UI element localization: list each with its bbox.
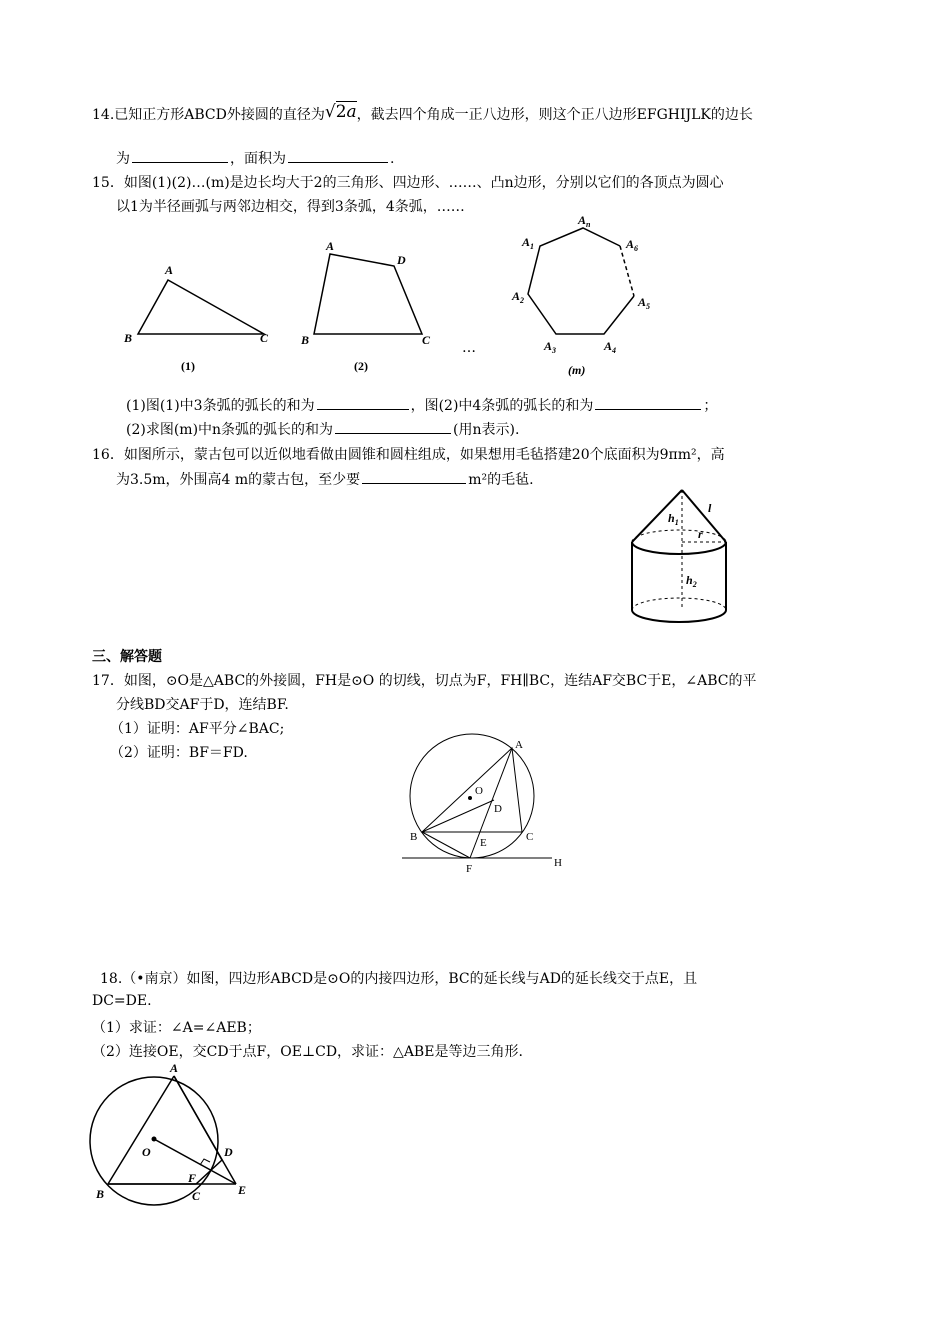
section-heading: 三、解答题 [92, 649, 162, 665]
q15-line1: 15．如图(1)(2)…(m)是边长均大于2的三角形、四边形、……、凸n边形，分别以它们的各顶点为圆心 [92, 175, 724, 191]
right-angle-mark [200, 1159, 210, 1165]
q16-line2 [116, 469, 534, 489]
q15-line2: 以1为半径画弧与两邻边相交，得到3条弧，4条弧，…… [116, 199, 465, 215]
heptagon-solid-edges [528, 228, 634, 334]
segment-bd [422, 800, 494, 832]
q14-area-blank[interactable] [288, 148, 388, 163]
q17-line1: 17．如图，⊙O是△ABC的外接圆，FH是⊙O 的切线，切点为F，FH∥BC，连结AF交BC于E，∠ABC的平 [92, 673, 757, 689]
q15-fig2-blank[interactable] [595, 395, 701, 410]
fig18-label-f: F [188, 1171, 197, 1185]
fig1-label-b: B [124, 331, 133, 345]
q15-figm-blank[interactable] [335, 419, 451, 434]
q14-line2-c: . [390, 151, 395, 167]
figm-label-a3: $A_3$ [544, 339, 557, 355]
q16-line1: 16．如图所示，蒙古包可以近似地看做由圆锥和圆柱组成，如果想用毛毡搭建20个底面积为9πm²，高 [92, 447, 725, 463]
q15-sub1-a: (1)图(1)中3条弧的弧长的和为 [126, 398, 315, 414]
fig2-label-a: A [326, 239, 335, 253]
q16-answer-blank[interactable] [362, 469, 466, 484]
segment-bf [422, 832, 470, 858]
fig17-label-f: F [466, 863, 473, 875]
q15-sub1 [126, 395, 717, 415]
q16-yurt-figure [624, 486, 744, 636]
q14-line2-a: 为 [116, 151, 130, 167]
q14-side-blank[interactable] [132, 148, 228, 163]
q18-part1: （1）求证：∠A=∠AEB； [92, 1020, 261, 1036]
heptagon-dashed-edge [620, 246, 634, 296]
q14-line1 [92, 104, 753, 124]
fig18-label-a: A [170, 1061, 179, 1075]
q18-line1: 18.（•南京）如图，四边形ABCD是⊙O的内接四边形，BC的延长线与AD的延长线交于点E，且 [100, 971, 698, 987]
fig17-label-c: C [526, 831, 534, 843]
figm-label-a1: $A_1$ [522, 235, 535, 251]
label-r: r [698, 527, 703, 541]
quadrilateral-abcd [314, 254, 422, 334]
q16-line2-b: m²的毛毡. [468, 472, 534, 488]
fig17-label-e: E [480, 837, 487, 849]
fig1-caption: (1) [181, 359, 195, 373]
segment-af [470, 748, 512, 858]
q15-dots: … [462, 340, 476, 356]
figm-label-an: $A_n$ [578, 213, 591, 229]
fig1-label-a: A [165, 263, 174, 277]
fig17-label-a: A [515, 739, 523, 751]
q14-text-a: 14.已知正方形ABCD外接圆的直径为 [92, 107, 325, 123]
label-l: l [708, 501, 712, 515]
q18-part2: （2）连接OE，交CD于点F，OE⊥CD，求证：△ABE是等边三角形. [92, 1044, 523, 1060]
fig18-label-e: E [238, 1183, 247, 1197]
q14-line2-b: ，面积为 [230, 151, 286, 167]
q15-sub1-b: ，图(2)中4条弧的弧长的和为 [410, 398, 594, 414]
label-h1: $h_1$ [668, 511, 679, 527]
fig18-label-c: C [192, 1189, 201, 1203]
q18-line2: DC=DE. [92, 993, 152, 1009]
q15-figure-1 [118, 262, 278, 382]
center-o-dot [152, 1137, 157, 1142]
q14-text-b: ，截去四个角成一正八边形，则这个正八边形EFGHIJLK的边长 [356, 107, 753, 123]
q15-fig1-blank[interactable] [317, 395, 409, 410]
figm-label-a6: $A_6$ [626, 237, 639, 253]
fig18-label-d: D [224, 1145, 233, 1159]
q17-line2: 分线BD交AF于D，连结BF. [116, 697, 289, 713]
q15-figure-2 [296, 239, 446, 373]
q15-sub2-a: (2)求图(m)中n条弧的弧长的和为 [126, 422, 334, 438]
figm-label-a2: $A_2$ [512, 289, 525, 305]
sqrt-radicand: 2 [335, 102, 347, 122]
q14-line2 [116, 148, 394, 168]
bottom-ellipse-back [632, 598, 726, 610]
sqrt-expression: √2a [324, 102, 357, 122]
q17-part2: （2）证明：BF＝FD. [110, 745, 248, 761]
fig17-label-b: B [410, 831, 418, 843]
q17-figure [402, 736, 582, 876]
q15-sub1-c: ； [703, 398, 718, 414]
fig18-label-o: O [142, 1145, 151, 1159]
circumcircle [410, 734, 534, 858]
fig17-label-h: H [554, 857, 562, 869]
figm-caption: (m) [568, 363, 586, 377]
figm-label-a4: $A_4$ [604, 339, 617, 355]
sqrt-var: a [346, 102, 357, 122]
q15-figure-m [508, 213, 658, 377]
q17-part1: （1）证明：AF平分∠BAC; [110, 721, 285, 737]
triangle-abc [138, 280, 264, 334]
fig17-label-d: D [494, 803, 502, 815]
figm-label-a5: $A_5$ [638, 295, 651, 311]
top-ellipse-front [632, 542, 726, 554]
fig18-label-b: B [96, 1187, 105, 1201]
fig2-label-d: D [397, 253, 406, 267]
top-ellipse-back [632, 530, 726, 542]
center-o [468, 796, 472, 800]
bottom-ellipse-front [632, 610, 726, 622]
q15-sub2-b: (用n表示). [453, 422, 520, 438]
q18-figure [86, 1060, 266, 1210]
fig2-label-c: C [422, 333, 431, 347]
fig2-label-b: B [301, 333, 310, 347]
q16-line2-a: 为3.5m，外围高4 m的蒙古包，至少要 [116, 472, 361, 488]
fig1-label-c: C [260, 331, 269, 345]
fig2-caption: (2) [354, 359, 368, 373]
fig17-label-o: O [475, 785, 483, 797]
label-h2: $h_2$ [686, 573, 697, 589]
q15-sub2 [126, 419, 519, 439]
cone-right [682, 490, 726, 542]
